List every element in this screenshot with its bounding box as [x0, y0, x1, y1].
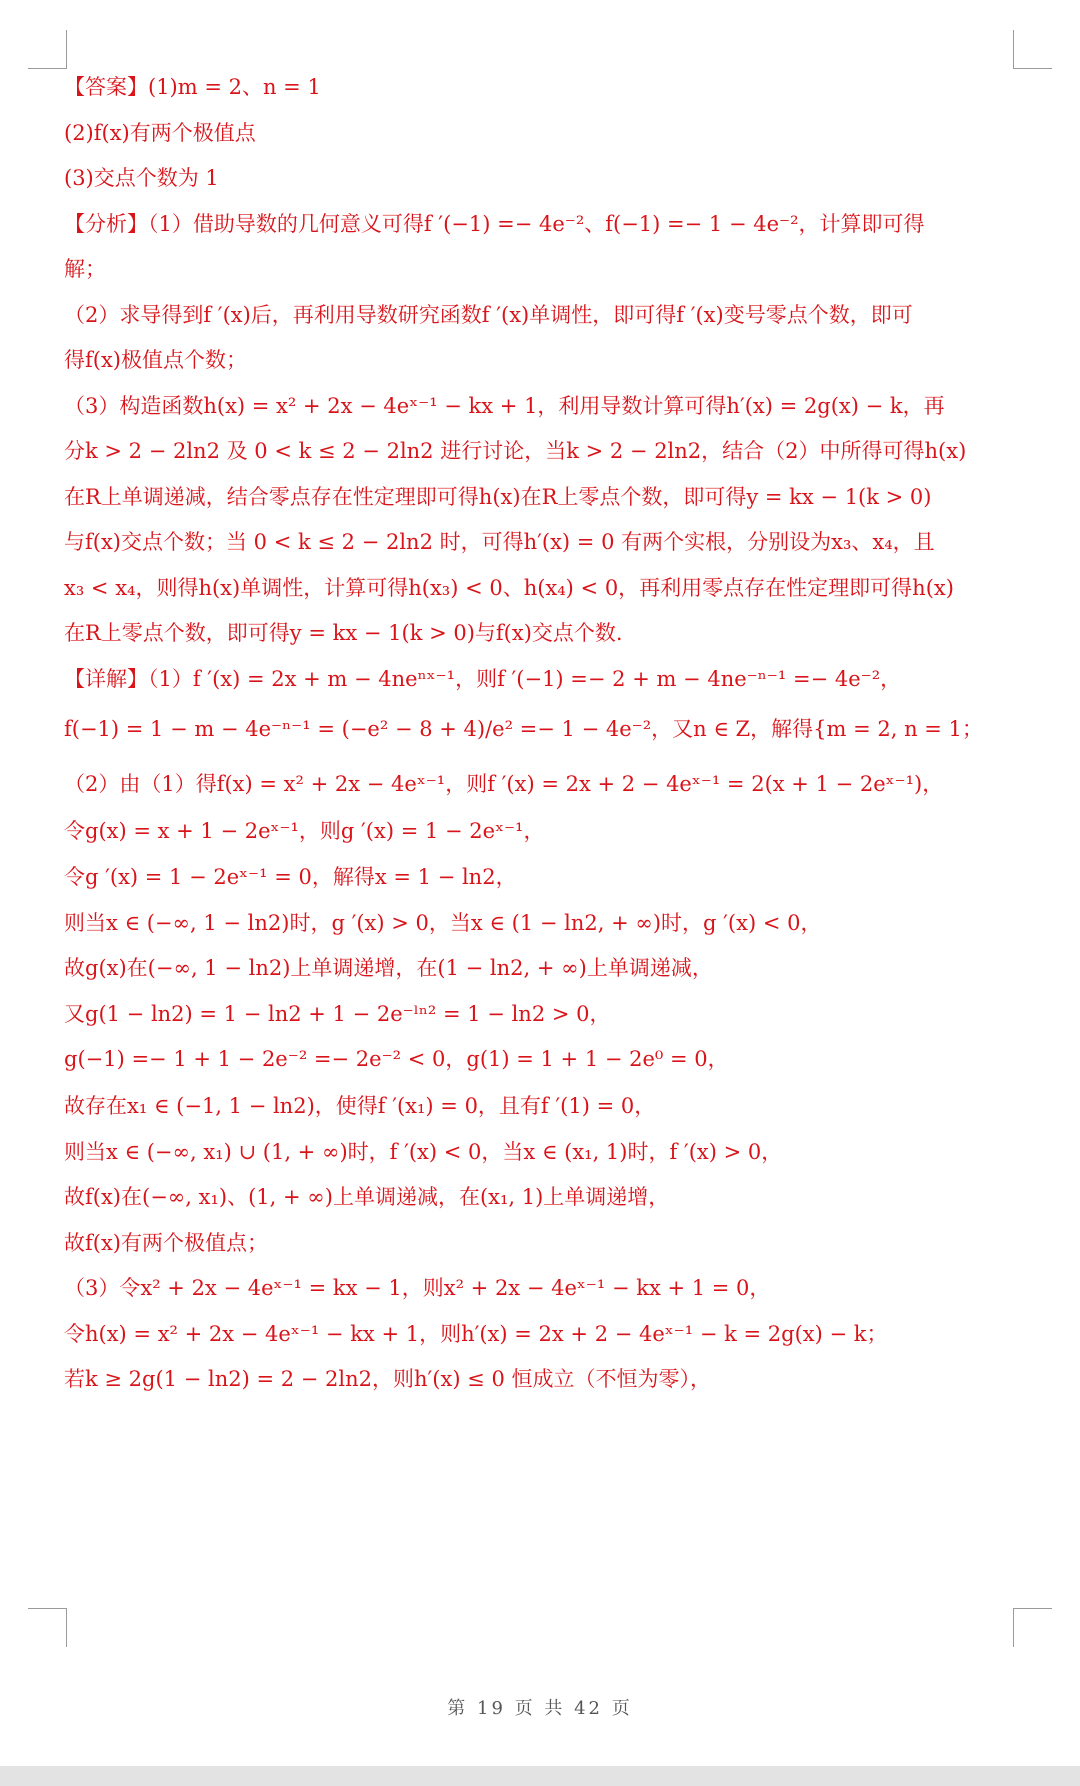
- analysis-line-4: 得f(x)极值点个数；: [64, 348, 248, 372]
- detail-line-8: 又g(1 − ln2) = 1 − ln2 + 1 − 2e⁻ˡⁿ² = 1 − ln2 > 0，: [64, 1002, 611, 1026]
- detail-line-5: 令g ′(x) = 1 − 2eˣ⁻¹ = 0，解得x = 1 − ln2，: [64, 865, 517, 889]
- analysis-line-7: 在R上单调递减，结合零点存在性定理即可得h(x)在R上零点个数，即可得y = kx − 1(k > 0): [64, 485, 932, 509]
- analysis-line-3: （2）求导得到f ′(x)后，再利用导数研究函数f ′(x)单调性，即可得f ′(x)变号零点个数，即可: [64, 303, 913, 327]
- analysis-line-8: 与f(x)交点个数；当 0 < k ≤ 2 − 2ln2 时，可得h′(x) = 0 有两个实根，分别设为x₃、x₄，且: [64, 530, 935, 554]
- crop-mark-top-right: [1013, 30, 1052, 69]
- detail-line-11: 则当x ∈ (−∞, x₁) ∪ (1, + ∞)时，f ′(x) < 0，当x ∈ (x₁, 1)时，f ′(x) > 0，: [64, 1140, 783, 1164]
- page-number-footer: 第 19 页 共 42 页: [447, 1698, 633, 1719]
- answer-line-1: 【答案】(1)m = 2、n = 1: [64, 75, 321, 99]
- detail-line-2: f(−1) = 1 − m − 4e⁻ⁿ⁻¹ = (−e² − 8 + 4)/e² =− 1 − 4e⁻²，又n ∈ Z，解得{m = 2, n = 1；: [64, 717, 983, 741]
- analysis-line-6: 分k > 2 − 2ln2 及 0 < k ≤ 2 − 2ln2 进行讨论，当k > 2 − 2ln2，结合（2）中所得可得h(x): [64, 439, 967, 463]
- detail-line-4: 令g(x) = x + 1 − 2eˣ⁻¹，则g ′(x) = 1 − 2eˣ⁻¹，: [64, 819, 545, 843]
- answer-line-2: (2)f(x)有两个极值点: [64, 121, 256, 145]
- detail-line-3: （2）由（1）得f(x) = x² + 2x − 4eˣ⁻¹，则f ′(x) = 2x + 2 − 4eˣ⁻¹ = 2(x + 1 − 2eˣ⁻¹)，: [64, 772, 944, 796]
- detail-line-15: 令h(x) = x² + 2x − 4eˣ⁻¹ − kx + 1，则h′(x) = 2x + 2 − 4eˣ⁻¹ − k = 2g(x) − k；: [64, 1322, 888, 1346]
- detail-line-6: 则当x ∈ (−∞, 1 − ln2)时，g ′(x) > 0，当x ∈ (1 − ln2, + ∞)时，g ′(x) < 0，: [64, 911, 822, 935]
- analysis-line-9: x₃ < x₄，则得h(x)单调性，计算可得h(x₃) < 0、h(x₄) < 0，再利用零点存在性定理即可得h(x): [64, 576, 954, 600]
- detail-line-13: 故f(x)有两个极值点；: [64, 1231, 269, 1255]
- analysis-line-5: （3）构造函数h(x) = x² + 2x − 4eˣ⁻¹ − kx + 1，利用导数计算可得h′(x) = 2g(x) − k，再: [64, 394, 945, 418]
- detail-line-10: 故存在x₁ ∈ (−1, 1 − ln2)，使得f ′(x₁) = 0，且有f ′(1) = 0，: [64, 1094, 656, 1118]
- crop-mark-bottom-left: [28, 1608, 67, 1647]
- answer-line-3: (3)交点个数为 1: [64, 166, 219, 190]
- crop-mark-top-left: [28, 30, 67, 69]
- detail-line-12: 故f(x)在(−∞, x₁)、(1, + ∞)上单调递减，在(x₁, 1)上单调递增，: [64, 1185, 670, 1209]
- analysis-line-2: 解；: [64, 257, 106, 281]
- crop-mark-bottom-right: [1013, 1608, 1052, 1647]
- detail-line-9: g(−1) =− 1 + 1 − 2e⁻² =− 2e⁻² < 0，g(1) = 1 + 1 − 2e⁰ = 0，: [64, 1047, 729, 1071]
- detail-line-14: （3）令x² + 2x − 4eˣ⁻¹ = kx − 1，则x² + 2x − 4eˣ⁻¹ − kx + 1 = 0，: [64, 1276, 771, 1300]
- viewer-bottom-edge: [0, 1766, 1080, 1786]
- detail-line-16: 若k ≥ 2g(1 − ln2) = 2 − 2ln2，则h′(x) ≤ 0 恒成立（不恒为零），: [64, 1367, 711, 1391]
- detail-line-1: 【详解】（1）f ′(x) = 2x + m − 4neⁿˣ⁻¹，则f ′(−1) =− 2 + m − 4ne⁻ⁿ⁻¹ =− 4e⁻²，: [64, 667, 902, 691]
- detail-line-7: 故g(x)在(−∞, 1 − ln2)上单调递增，在(1 − ln2, + ∞)上单调递减，: [64, 956, 713, 980]
- analysis-line-10: 在R上零点个数，即可得y = kx − 1(k > 0)与f(x)交点个数.: [64, 621, 623, 645]
- analysis-line-1: 【分析】（1）借助导数的几何意义可得f ′(−1) =− 4e⁻²、f(−1) =− 1 − 4e⁻²，计算即可得: [64, 212, 925, 236]
